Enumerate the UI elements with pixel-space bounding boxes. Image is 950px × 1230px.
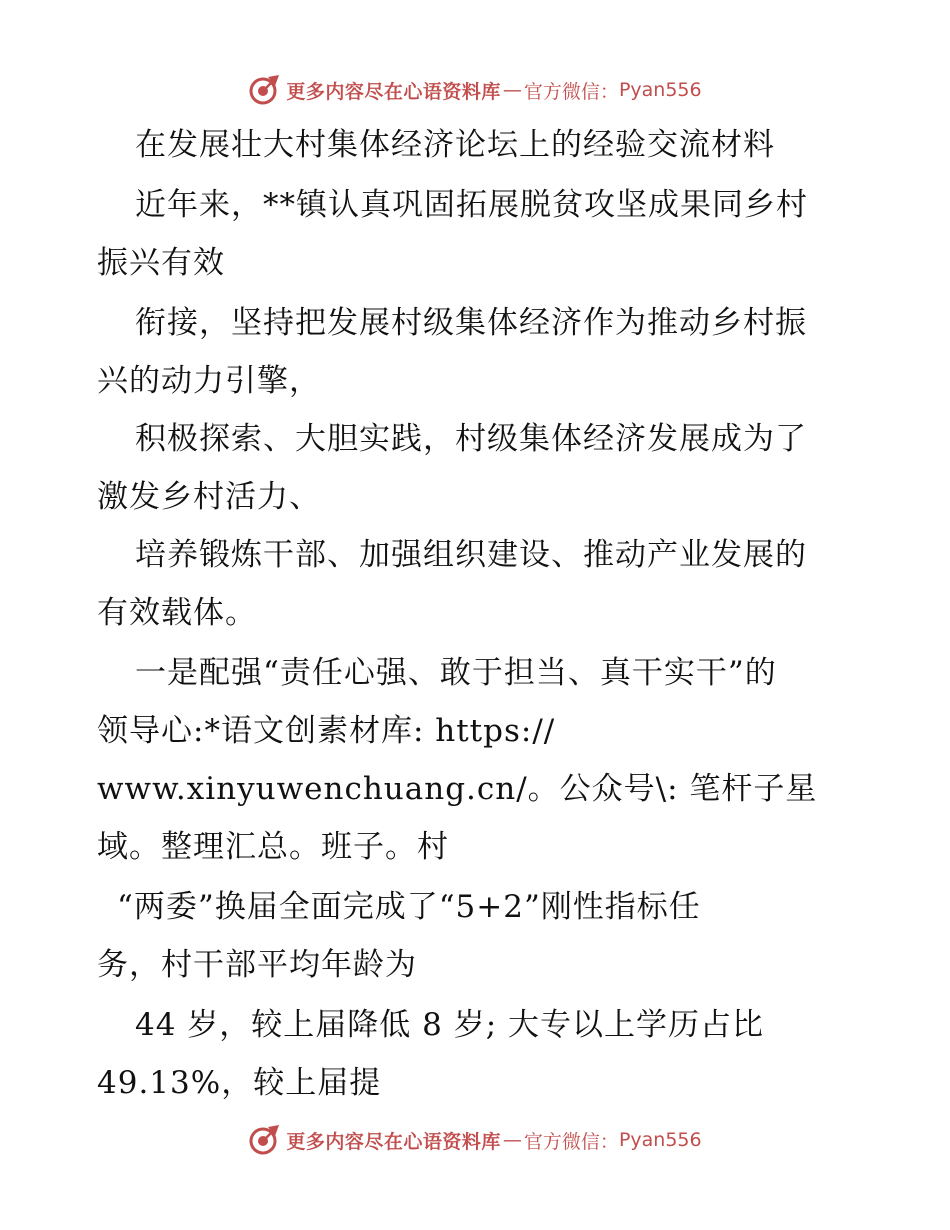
banner-dash: — (502, 1129, 522, 1151)
banner-site-text: 更多内容尽在心语资料库 (286, 80, 501, 103)
document-title: 在发展壮大村集体经济论坛上的经验交流材料 (135, 127, 775, 163)
document-line: 振兴有效 (97, 245, 225, 281)
document-line: 激发乡村活力、 (97, 479, 321, 515)
document-line: 务，村干部平均年龄为 (97, 947, 417, 983)
document-line: www.xinyuwenchuang.cn/。公众号\: 笔杆子星 (97, 771, 818, 807)
footer-watermark-banner (0, 1120, 950, 1160)
document-line: 44 岁，较上届降低 8 岁; 大专以上学历占比 (135, 1007, 765, 1043)
banner-wechat-label: 官方微信： (523, 80, 619, 103)
document-line: 有效载体。 (97, 595, 257, 631)
document-line: 49.13%，较上届提 (97, 1065, 382, 1101)
banner-site-text: 更多内容尽在心语资料库 (286, 1130, 501, 1153)
document-line: 一是配强“责任心强、敢于担当、真干实干”的 (135, 655, 777, 691)
banner-wechat-id: Pyan556 (618, 79, 702, 101)
document-line: 兴的动力引擎， (97, 363, 321, 399)
header-watermark-banner (0, 70, 950, 110)
banner-dash: — (502, 79, 522, 101)
document-line: 领导心:*语文创素材库: https:// (97, 713, 556, 749)
document-line: 衔接，坚持把发展村级集体经济作为推动乡村振 (135, 305, 807, 341)
document-line: “两委”换届全面完成了“5+2”刚性指标任 (117, 889, 701, 925)
document-line: 培养锻炼干部、加强组织建设、推动产业发展的 (135, 537, 807, 573)
pen-logo-icon (248, 73, 282, 107)
pen-logo-icon (248, 1123, 282, 1157)
document-line: 近年来，**镇认真巩固拓展脱贫攻坚成果同乡村 (135, 187, 808, 223)
document-line: 域。整理汇总。班子。村 (97, 829, 449, 865)
banner-wechat-label: 官方微信： (523, 1130, 619, 1153)
document-line: 积极探索、大胆实践，村级集体经济发展成为了 (135, 421, 807, 457)
banner-wechat-id: Pyan556 (618, 1129, 702, 1151)
